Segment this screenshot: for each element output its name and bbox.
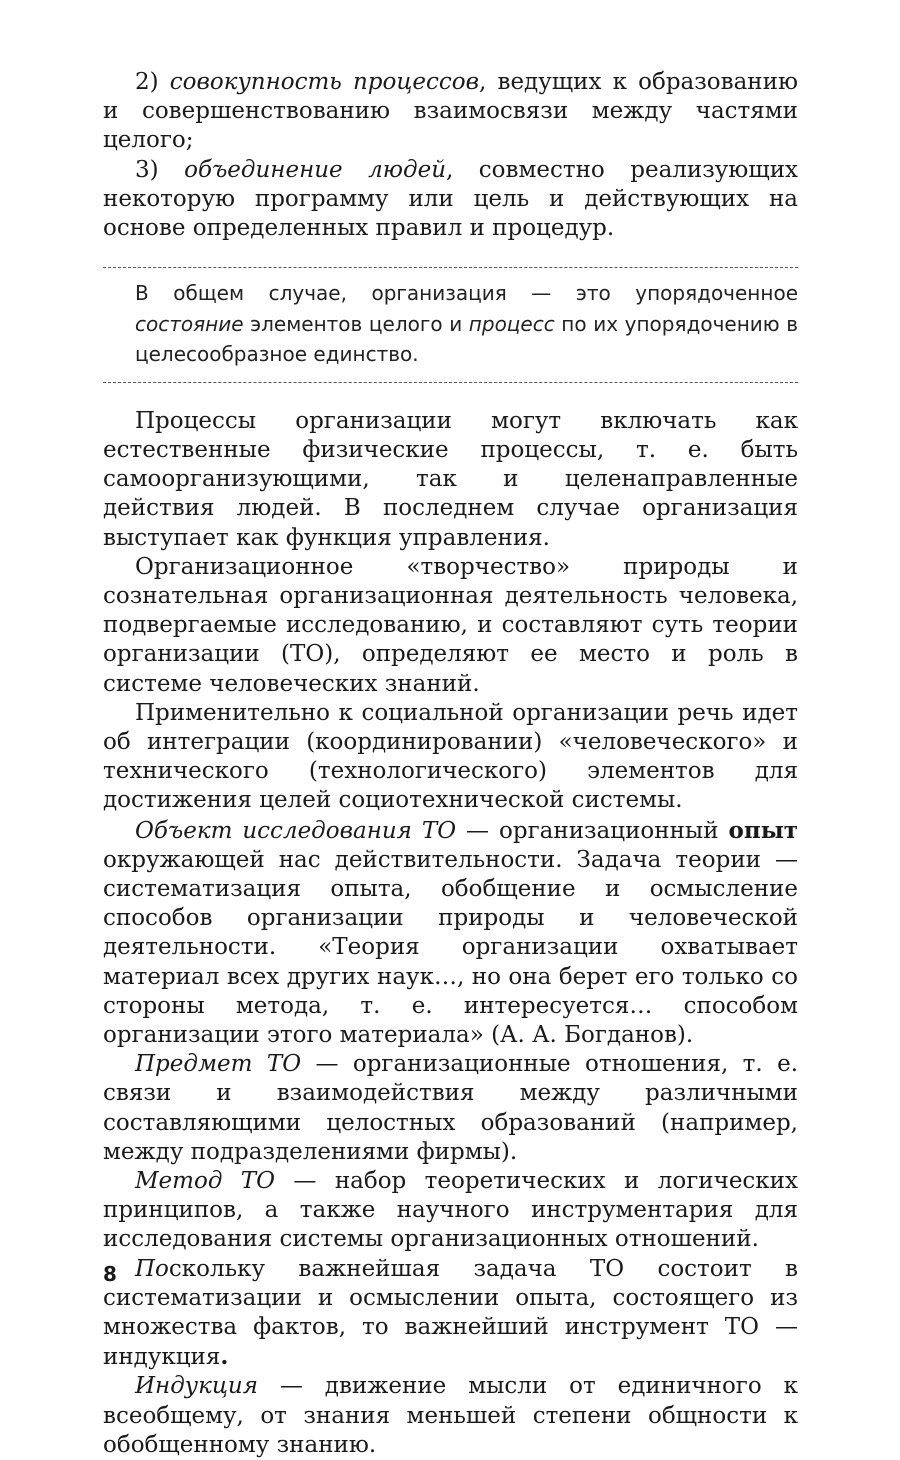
paragraph: Организационное «творчество» природы и сознательная организационная деятельность человека, подвергаемые исследованию, и составляют суть теории организации (ТО), определяют ее место и роль в системе человеческих знаний. bbox=[103, 553, 798, 697]
paragraph: Процессы организации могут включать как естественные физические процессы, т. е. быть самоорганизующими, так и целенаправленные действия людей. В последнем случае организация выступает как функция управления. bbox=[103, 407, 798, 551]
page-content bbox=[103, 68, 798, 1460]
term-method: Метод ТО bbox=[135, 1168, 275, 1194]
bold-term: опыт bbox=[728, 816, 798, 844]
definition-box: В общем случае, организация — это упорядоченное состояние элементов целого и процесс по их упорядочению в целесообразное единство. bbox=[103, 267, 798, 383]
numbered-list bbox=[103, 68, 798, 243]
list-item-term: совокупность процессов bbox=[169, 69, 480, 95]
list-item: 2) совокупность процессов, ведущих к образованию и совершенствованию взаимосвязи между частями целого; bbox=[103, 69, 798, 154]
page-number: 8 bbox=[103, 1262, 117, 1286]
paragraph: Поскольку важнейшая задача ТО состоит в систематизации и осмыслении опыта, состоящего из множества фактов, то важнейший инструмент ТО — индукция. bbox=[103, 1255, 798, 1371]
paragraph: Предмет ТО — организационные отношения, т. е. связи и взаимодействия между различными составляющими целостных образований (например, между подразделениями фирмы). bbox=[103, 1051, 799, 1165]
list-item-term: объединение людей bbox=[184, 156, 447, 183]
paragraph: Метод ТО — набор теоретических и логических принципов, а также научного инструментария для исследования системы организационных отношений. bbox=[103, 1168, 798, 1253]
body-text bbox=[103, 407, 798, 1460]
paragraph: Индукция — движение мысли от единичного к всеобщему, от знания меньшей степени общности к обобщенному знанию. bbox=[103, 1373, 798, 1458]
paragraph: Объект исследования ТО — организационный опыт окружающей нас действительности. Задача теории — систематизация опыта, обобщение и осмысление способов организации природы и человеческой деятельности. «Теория организации охватывает материал всех других наук…, но она берет его только со стороны метода, т. е. интересуется… способом организации этого материала» (А. А. Богданов). bbox=[103, 816, 798, 1048]
term-subject: Предмет ТО bbox=[135, 1051, 302, 1078]
list-item: 3) объединение людей, совместно реализующих некоторую программу или цель и действующих на основе определенных правил и процедур. bbox=[103, 156, 799, 242]
term-induction: Индукция bbox=[135, 1373, 258, 1400]
paragraph: Применительно к социальной организации речь идет об интеграции (координировании) «человеческого» и технического (технологического) элементов для достижения целей социотехнической системы. bbox=[103, 699, 798, 814]
term-object: Объект исследования ТО bbox=[135, 817, 457, 844]
